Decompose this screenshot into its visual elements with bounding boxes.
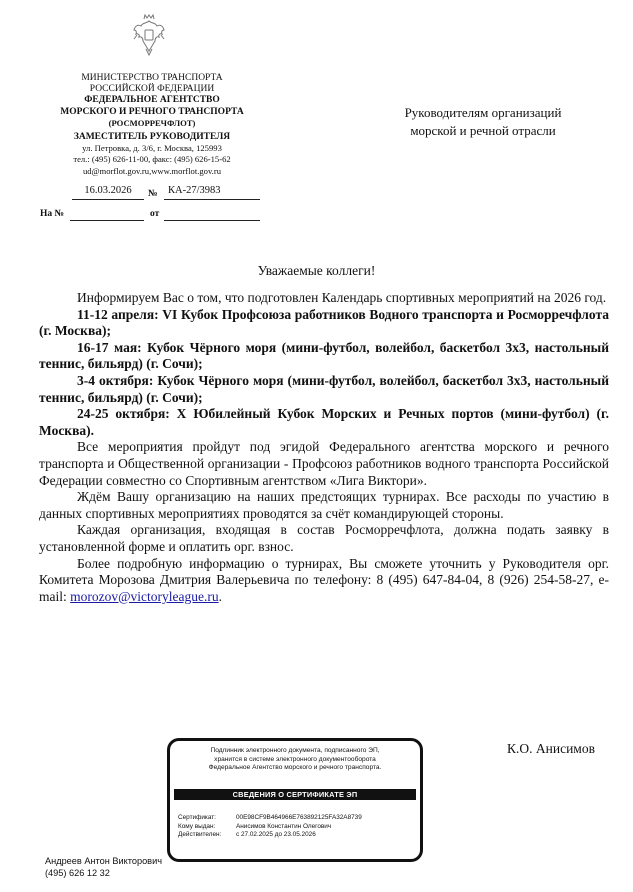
sender-address: ул. Петровка, д. 3/6, г. Москва, 125993: [82, 143, 222, 154]
event-date: 16-17 мая:: [77, 339, 142, 355]
ministry-name-line2: РОССИЙСКОЙ ФЕДЕРАЦИИ: [89, 84, 215, 95]
ref-from-label: от: [150, 209, 160, 219]
fee-paragraph: Каждая организация, входящая в состав Росморречфлота, должна подать заявку в установленной форме и оплатить орг. взнос.: [39, 522, 609, 554]
ref-number-field: [70, 206, 144, 221]
executor-name: Андреев Антон Викторович: [45, 856, 162, 866]
addressee: [383, 104, 583, 140]
stamp-cert-row: [178, 814, 416, 823]
coat-of-arms-emblem: [131, 13, 167, 57]
event-item: [39, 340, 609, 373]
signatory-name: К.О. Анисимов: [507, 741, 595, 756]
invitation-paragraph: Ждём Вашу организацию на наших предстоящих турнирах. Все расходы по участию в данных спортивных мероприятиях проводятся за счёт командирующей стороны.: [39, 489, 609, 521]
event-item: [39, 406, 609, 439]
stamp-cert-label: Сертификат:: [178, 814, 216, 821]
stamp-issued-label: Кому выдан:: [178, 822, 216, 830]
e-signature-stamp: [167, 738, 423, 862]
executor-phone: (495) 626 12 32: [45, 868, 110, 878]
agency-name-line1: ФЕДЕРАЛЬНОЕ АГЕНТСТВО: [84, 95, 220, 106]
stamp-note: [178, 747, 412, 773]
addressee-line2: морской и речной отрасли: [410, 123, 556, 138]
agency-short-name: (РОСМОРРЕЧФЛОТ): [108, 117, 196, 128]
agency-name-line2: МОРСКОГО И РЕЧНОГО ТРАНСПОРТА: [60, 106, 244, 117]
sender-position: ЗАМЕСТИТЕЛЬ РУКОВОДИТЕЛЯ: [73, 132, 231, 143]
event-title: Кубок Чёрного моря (мини-футбол, волейбол, баскетбол 3х3, настольный теннис, бильярд) (г. Сочи);: [39, 339, 609, 372]
stamp-title: СВЕДЕНИЯ О СЕРТИФИКАТЕ ЭП: [174, 789, 416, 800]
event-date: 3-4 октября:: [77, 372, 154, 388]
stamp-valid-label: Действителен:: [178, 831, 222, 839]
event-date: 24-25 октября:: [77, 406, 170, 422]
ministry-name-line1: МИНИСТЕРСТВО ТРАНСПОРТА: [81, 73, 223, 83]
doc-date: 16.03.2026: [84, 185, 132, 196]
stamp-valid-row: [178, 831, 416, 840]
sender-emails: ud@morflot.gov.ru,www.morflot.gov.ru: [83, 165, 221, 176]
event-title: Кубок Чёрного моря (мини-футбол, волейбол, баскетбол 3х3, настольный теннис, бильярд) (г. Сочи);: [39, 372, 609, 405]
sender-phones: тел.: (495) 626-11-00, факс: (495) 626-15-62: [73, 154, 231, 165]
event-item: [39, 373, 609, 406]
event-date: 11-12 апреля:: [77, 306, 159, 322]
ref-date-field: [164, 206, 260, 221]
stamp-issued-row: [178, 823, 416, 832]
number-sign: №: [148, 189, 158, 199]
stamp-cert-value: 00E98CF9B464966E763892125FA32A8739: [236, 814, 362, 821]
addressee-line1: Руководителям организаций: [404, 105, 562, 120]
greeting: Уважаемые коллеги!: [257, 263, 376, 278]
intro-paragraph: Информируем Вас о том, что подготовлен Календарь спортивных мероприятий на 2026 год.: [77, 290, 607, 305]
stamp-note-line3: Федеральное Агентство морского и речного транспорта.: [208, 764, 382, 772]
contact-paragraph: [39, 556, 609, 606]
letter-body: [39, 290, 609, 605]
stamp-note-line1: Подлинник электронного документа, подписанного ЭП,: [210, 747, 380, 754]
sender-header: [32, 73, 272, 177]
doc-number-field: [164, 185, 260, 200]
contact-text: Более подробную информацию о турнирах, Вы сможете уточнить у Руководителя орг. Комитета Морозова Дмитрия Валерьевича по телефону: 8 (495) 647-84-04, 8 (926) 254-58-27, e-mail:: [39, 555, 609, 604]
doc-number: КА-27/3983: [168, 185, 221, 196]
event-title: VI Кубок Профсоюза работников Водного транспорта и Росморречфлота (г. Москва);: [39, 306, 609, 339]
auspices-paragraph: Все мероприятия пройдут под эгидой Федерального агентства морского и речного транспорта и Общественной организации - Профсоюз работников водного транспорта Российской Федерации совместно со Спортивным агентством «Лига Виктори».: [39, 439, 609, 488]
contact-tail: .: [218, 588, 223, 604]
event-item: [39, 307, 609, 340]
stamp-valid-value: с 27.02.2025 до 23.05.2026: [236, 831, 316, 839]
contact-email-link[interactable]: morozov@victoryleague.ru: [70, 588, 219, 604]
event-title: X Юбилейный Кубок Морских и Речных портов (мини-футбол) (г. Москва).: [39, 406, 609, 438]
doc-date-field: [72, 185, 144, 200]
stamp-issued-value: Анисимов Константин Олегович: [236, 822, 332, 830]
executor-info: [45, 855, 162, 879]
stamp-details: [178, 814, 416, 840]
ref-label: На №: [40, 209, 65, 219]
stamp-note-line2: хранится в системе электронного документооборота: [214, 755, 376, 763]
